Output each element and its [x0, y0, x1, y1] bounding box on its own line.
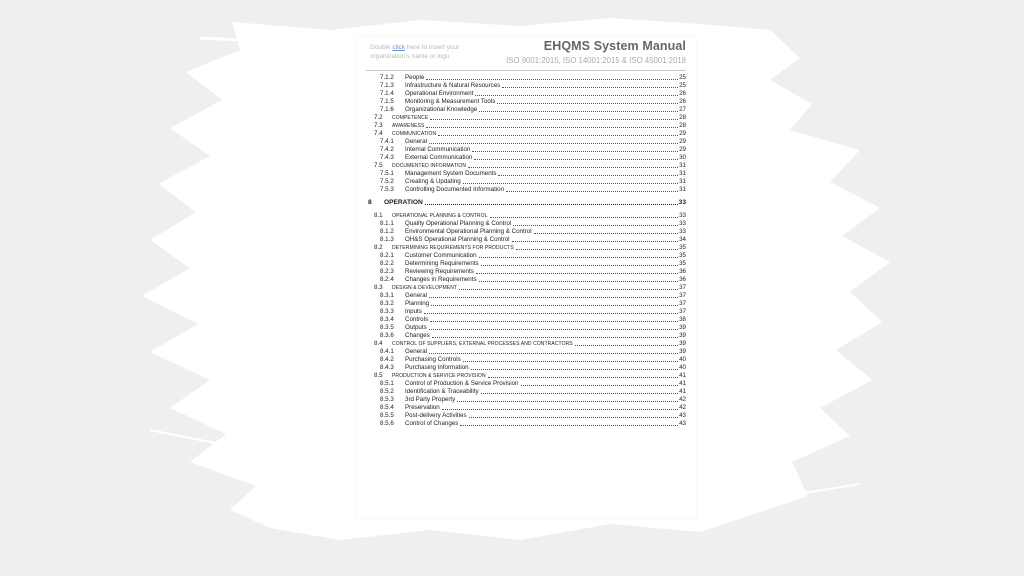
toc-entry-number: 8.2.4 [380, 276, 394, 283]
toc-entry-page: 33 [679, 220, 686, 227]
logo-note-link[interactable]: click [392, 44, 406, 51]
toc-entry-leader [476, 273, 678, 274]
toc-entry-page: 29 [679, 130, 686, 137]
toc-entry[interactable] [366, 412, 686, 420]
toc-entry-leader [481, 265, 679, 266]
toc-entry-title: OH&S Operational Planning & Control [405, 236, 510, 243]
toc-entry-title: Control of Production & Service Provision [405, 380, 519, 387]
logo-note-rest: to insert your organization's name or logo [370, 44, 460, 60]
toc-entry[interactable] [366, 316, 686, 324]
toc-entry-leader [472, 151, 678, 152]
toc-entry[interactable] [366, 284, 686, 292]
toc-entry[interactable] [366, 220, 686, 228]
toc-entry[interactable] [366, 380, 686, 388]
toc-entry-number: 8.5.3 [380, 396, 394, 403]
toc-entry-leader [426, 79, 678, 80]
toc-entry[interactable] [366, 212, 686, 220]
toc-entry-number: 8.4 [374, 340, 383, 347]
toc-entry-leader [471, 369, 678, 370]
toc-entry-title: Control of Changes [405, 420, 459, 427]
toc-entry-title: Determining Requirements [405, 260, 479, 267]
toc-entry-leader [516, 249, 678, 250]
toc-entry-number: 7.1.3 [380, 82, 394, 89]
toc-entry[interactable] [366, 98, 686, 106]
toc-entry-number: 7.5 [374, 162, 383, 169]
toc-entry-title: Environmental Operational Planning & Control [405, 228, 532, 235]
toc-entry-page: 25 [679, 74, 686, 81]
toc-entry-number: 8.1 [374, 212, 383, 219]
toc-entry-page: 42 [679, 404, 686, 411]
toc-entry-title: Controlling Documented Information [405, 186, 505, 193]
toc-entry-number: 8.1.3 [380, 236, 394, 243]
toc-entry-title: General [405, 348, 428, 355]
toc-entry-page: 39 [679, 324, 686, 331]
toc-entry-page: 33 [679, 212, 686, 219]
toc-entry-page: 33 [679, 228, 686, 235]
toc-entry-number: 8.1.1 [380, 220, 394, 227]
toc-entry-number: 7.5.3 [380, 186, 394, 193]
toc-entry-number: 7.5.1 [380, 170, 394, 177]
toc-entry-number: 8 [368, 199, 372, 206]
header-divider [366, 70, 686, 71]
toc-entry[interactable] [366, 340, 686, 348]
toc-entry-title: CONTROL OF SUPPLIERS, EXTERNAL PROCESSES AND CONTRACTORS [392, 341, 573, 347]
toc-entry-leader [475, 95, 678, 96]
toc-entry-page: 40 [679, 356, 686, 363]
toc-entry-title: Controls [405, 316, 429, 323]
toc-entry[interactable] [366, 252, 686, 260]
toc-entry-number: 7.4.1 [380, 138, 394, 145]
toc-entry[interactable] [366, 276, 686, 284]
toc-entry-leader [521, 385, 679, 386]
toc-entry[interactable] [366, 154, 686, 162]
toc-entry-leader [497, 103, 678, 104]
toc-entry-page: 41 [679, 372, 686, 379]
toc-entry-number: 8.2.1 [380, 252, 394, 259]
logo-placeholder-note [370, 44, 465, 61]
toc-entry-title: 3rd Party Property [405, 396, 456, 403]
toc-entry-leader [479, 257, 679, 258]
toc-entry[interactable] [366, 178, 686, 186]
toc-entry-title: General [405, 292, 428, 299]
toc-entry-page: 43 [679, 412, 686, 419]
toc-entry[interactable] [366, 90, 686, 98]
toc-entry-page: 36 [679, 276, 686, 283]
toc-entry-number: 8.2.3 [380, 268, 394, 275]
toc-entry-title: Purchasing Information [405, 364, 469, 371]
toc-entry-number: 7.1.6 [380, 106, 394, 113]
toc-entry-leader [425, 204, 678, 205]
toc-entry[interactable] [366, 74, 686, 82]
toc-entry-number: 8.2.2 [380, 260, 394, 267]
toc-entry[interactable] [366, 372, 686, 380]
toc-entry[interactable] [366, 356, 686, 364]
toc-entry-number: 8.2 [374, 244, 383, 251]
toc-entry-number: 8.3.2 [380, 300, 394, 307]
toc-entry[interactable] [366, 82, 686, 90]
toc-entry-number: 7.3 [374, 122, 383, 129]
toc-entry-page: 41 [679, 388, 686, 395]
toc-entry-number: 8.3.3 [380, 308, 394, 315]
toc-entry-page: 36 [679, 268, 686, 275]
toc-entry-page: 28 [679, 122, 686, 129]
toc-entry-leader [426, 127, 678, 128]
toc-entry-leader [469, 417, 679, 418]
toc-entry-leader [430, 119, 678, 120]
toc-entry-page: 27 [679, 106, 686, 113]
toc-entry-number: 8.3.1 [380, 292, 394, 299]
toc-entry-leader [506, 191, 678, 192]
toc-entry[interactable] [366, 114, 686, 122]
toc-entry-leader [432, 337, 678, 338]
toc-entry-leader [463, 183, 678, 184]
toc-entry-title: People [405, 74, 425, 81]
toc-entry-page: 43 [679, 420, 686, 427]
toc-entry-number: 8.5.6 [380, 420, 394, 427]
toc-entry-leader [430, 321, 678, 322]
toc-entry-title: DETERMINING REQUIREMENTS FOR PRODUCTS [392, 245, 514, 251]
table-of-contents [366, 74, 686, 428]
toc-entry-number: 8.1.2 [380, 228, 394, 235]
toc-entry[interactable] [366, 420, 686, 428]
toc-entry-number: 8.4.1 [380, 348, 394, 355]
toc-entry-number: 8.5.1 [380, 380, 394, 387]
toc-entry-title: Purchasing Controls [405, 356, 461, 363]
toc-entry-number: 8.3.6 [380, 332, 394, 339]
toc-entry-number: 7.4.3 [380, 154, 394, 161]
toc-entry-page: 37 [679, 292, 686, 299]
toc-entry[interactable] [366, 122, 686, 130]
toc-entry[interactable] [366, 162, 686, 170]
toc-entry-leader [457, 401, 678, 402]
document-standards: ISO 9001:2015, ISO 14001:2015 & ISO 45001:2018 [506, 56, 686, 65]
toc-entry-number: 8.5.5 [380, 412, 394, 419]
toc-entry-page: 35 [679, 252, 686, 259]
toc-entry-leader [463, 361, 678, 362]
toc-entry-leader [513, 225, 678, 226]
toc-entry-title: DESIGN & DEVELOPMENT [392, 285, 458, 291]
document-title: EHQMS System Manual [543, 39, 686, 53]
toc-entry-number: 7.1.5 [380, 98, 394, 105]
toc-entry-leader [498, 175, 678, 176]
toc-entry-leader [438, 135, 678, 136]
toc-entry-leader [488, 377, 678, 378]
toc-entry-title: Quality Operational Planning & Control [405, 220, 512, 227]
toc-entry-title: PRODUCTION & SERVICE PROVISION [392, 373, 486, 379]
document-page [356, 36, 696, 518]
toc-entry-title: Operational Environment [405, 90, 474, 97]
toc-entry[interactable] [366, 348, 686, 356]
toc-entry-page: 35 [679, 260, 686, 267]
toc-entry-page: 38 [679, 316, 686, 323]
toc-entry-page: 31 [679, 170, 686, 177]
toc-entry-page: 35 [679, 244, 686, 251]
toc-entry-page: 30 [679, 154, 686, 161]
toc-entry[interactable] [366, 236, 686, 244]
toc-entry-title: Identification & Traceability [405, 388, 479, 395]
toc-entry[interactable] [366, 332, 686, 340]
toc-entry-title: Reviewing Requirements [405, 268, 474, 275]
toc-entry-number: 7.2 [374, 114, 383, 121]
toc-entry-title: Creating & Updating [405, 178, 461, 185]
toc-entry-page: 26 [679, 98, 686, 105]
toc-entry-page: 39 [679, 348, 686, 355]
toc-entry-leader [459, 289, 678, 290]
toc-entry-number: 8.3.4 [380, 316, 394, 323]
toc-entry-title: COMPETENCE [392, 115, 429, 121]
toc-entry[interactable] [366, 388, 686, 396]
toc-entry[interactable] [366, 170, 686, 178]
toc-entry[interactable] [366, 324, 686, 332]
toc-entry-title: Management System Documents [405, 170, 497, 177]
toc-entry-title: Changes in Requirements [405, 276, 477, 283]
toc-entry-page: 41 [679, 380, 686, 387]
toc-entry-title: External Communication [405, 154, 473, 161]
toc-entry-leader [479, 281, 679, 282]
toc-entry-page: 33 [678, 199, 686, 206]
toc-entry-number: 8.3 [374, 284, 383, 291]
toc-entry-number: 8.4.3 [380, 364, 394, 371]
toc-entry-number: 8.3.5 [380, 324, 394, 331]
toc-entry-number: 7.4 [374, 130, 383, 137]
toc-entry-leader [431, 305, 678, 306]
toc-entry-leader [534, 233, 679, 234]
toc-entry-leader [512, 241, 679, 242]
toc-entry-title: OPERATION [384, 199, 423, 206]
toc-entry-leader [481, 393, 679, 394]
toc-entry-leader [460, 425, 678, 426]
toc-entry-title: DOCUMENTED INFORMATION [392, 163, 467, 169]
toc-entry-title: Internal Communication [405, 146, 471, 153]
toc-entry-page: 37 [679, 300, 686, 307]
toc-entry[interactable] [366, 106, 686, 114]
toc-entry-number: 7.1.4 [380, 90, 394, 97]
toc-entry-page: 40 [679, 364, 686, 371]
toc-entry-title: AWARENESS [392, 123, 425, 129]
toc-entry-page: 28 [679, 114, 686, 121]
toc-entry-leader [479, 111, 678, 112]
toc-entry[interactable] [366, 260, 686, 268]
toc-entry-number: 7.1.2 [380, 74, 394, 81]
toc-entry-page: 31 [679, 178, 686, 185]
toc-entry-leader [490, 217, 679, 218]
toc-entry-leader [424, 313, 678, 314]
toc-entry-title: COMMUNICATION [392, 131, 437, 137]
toc-entry[interactable] [366, 292, 686, 300]
toc-entry-number: 8.5.2 [380, 388, 394, 395]
toc-entry[interactable] [366, 300, 686, 308]
toc-entry-title: OPERATIONAL PLANNING & CONTROL [392, 213, 488, 219]
toc-entry-number: 7.5.2 [380, 178, 394, 185]
toc-entry-title: Post-delivery Activities [405, 412, 467, 419]
toc-entry[interactable] [366, 138, 686, 146]
toc-entry-title: Outputs [405, 324, 427, 331]
toc-entry-page: 37 [679, 308, 686, 315]
logo-note-here: here [405, 44, 420, 51]
toc-entry-title: Infrastructure & Natural Resources [405, 82, 501, 89]
toc-entry[interactable] [366, 244, 686, 252]
toc-entry-page: 29 [679, 146, 686, 153]
toc-entry-title: Inputs [405, 308, 422, 315]
toc-entry-leader [429, 143, 678, 144]
toc-entry-number: 7.4.2 [380, 146, 394, 153]
toc-entry-number: 8.4.2 [380, 356, 394, 363]
toc-entry[interactable] [366, 396, 686, 404]
toc-entry[interactable] [366, 146, 686, 154]
toc-entry-number: 8.5 [374, 372, 383, 379]
toc-entry-title: Preservation [405, 404, 440, 411]
toc-entry[interactable] [366, 194, 686, 212]
toc-entry-leader [575, 345, 678, 346]
toc-entry-page: 26 [679, 90, 686, 97]
toc-entry-title: Changes [405, 332, 430, 339]
toc-entry-page: 39 [679, 340, 686, 347]
toc-entry-title: Monitoring & Measurement Tools [405, 98, 496, 105]
toc-entry-title: Planning [405, 300, 430, 307]
logo-note-text: Double [370, 44, 393, 51]
toc-entry-leader [429, 297, 678, 298]
toc-entry-page: 29 [679, 138, 686, 145]
toc-entry[interactable] [366, 308, 686, 316]
toc-entry[interactable] [366, 268, 686, 276]
toc-entry-page: 31 [679, 186, 686, 193]
toc-entry-number: 8.5.4 [380, 404, 394, 411]
page-header [370, 38, 686, 70]
toc-entry[interactable] [366, 130, 686, 138]
toc-entry[interactable] [366, 228, 686, 236]
toc-entry-page: 25 [679, 82, 686, 89]
toc-entry-leader [468, 167, 678, 168]
toc-entry[interactable] [366, 364, 686, 372]
toc-entry-page: 39 [679, 332, 686, 339]
toc-entry-title: General [405, 138, 428, 145]
toc-entry-page: 34 [679, 236, 686, 243]
toc-entry-leader [474, 159, 678, 160]
toc-entry-page: 42 [679, 396, 686, 403]
toc-entry-leader [429, 353, 678, 354]
toc-entry-leader [429, 329, 678, 330]
toc-entry-title: Customer Communication [405, 252, 477, 259]
toc-entry[interactable] [366, 404, 686, 412]
toc-entry-leader [442, 409, 678, 410]
toc-entry-page: 37 [679, 284, 686, 291]
toc-entry-page: 31 [679, 162, 686, 169]
toc-entry[interactable] [366, 186, 686, 194]
toc-entry-title: Organizational Knowledge [405, 106, 478, 113]
toc-entry-leader [502, 87, 678, 88]
